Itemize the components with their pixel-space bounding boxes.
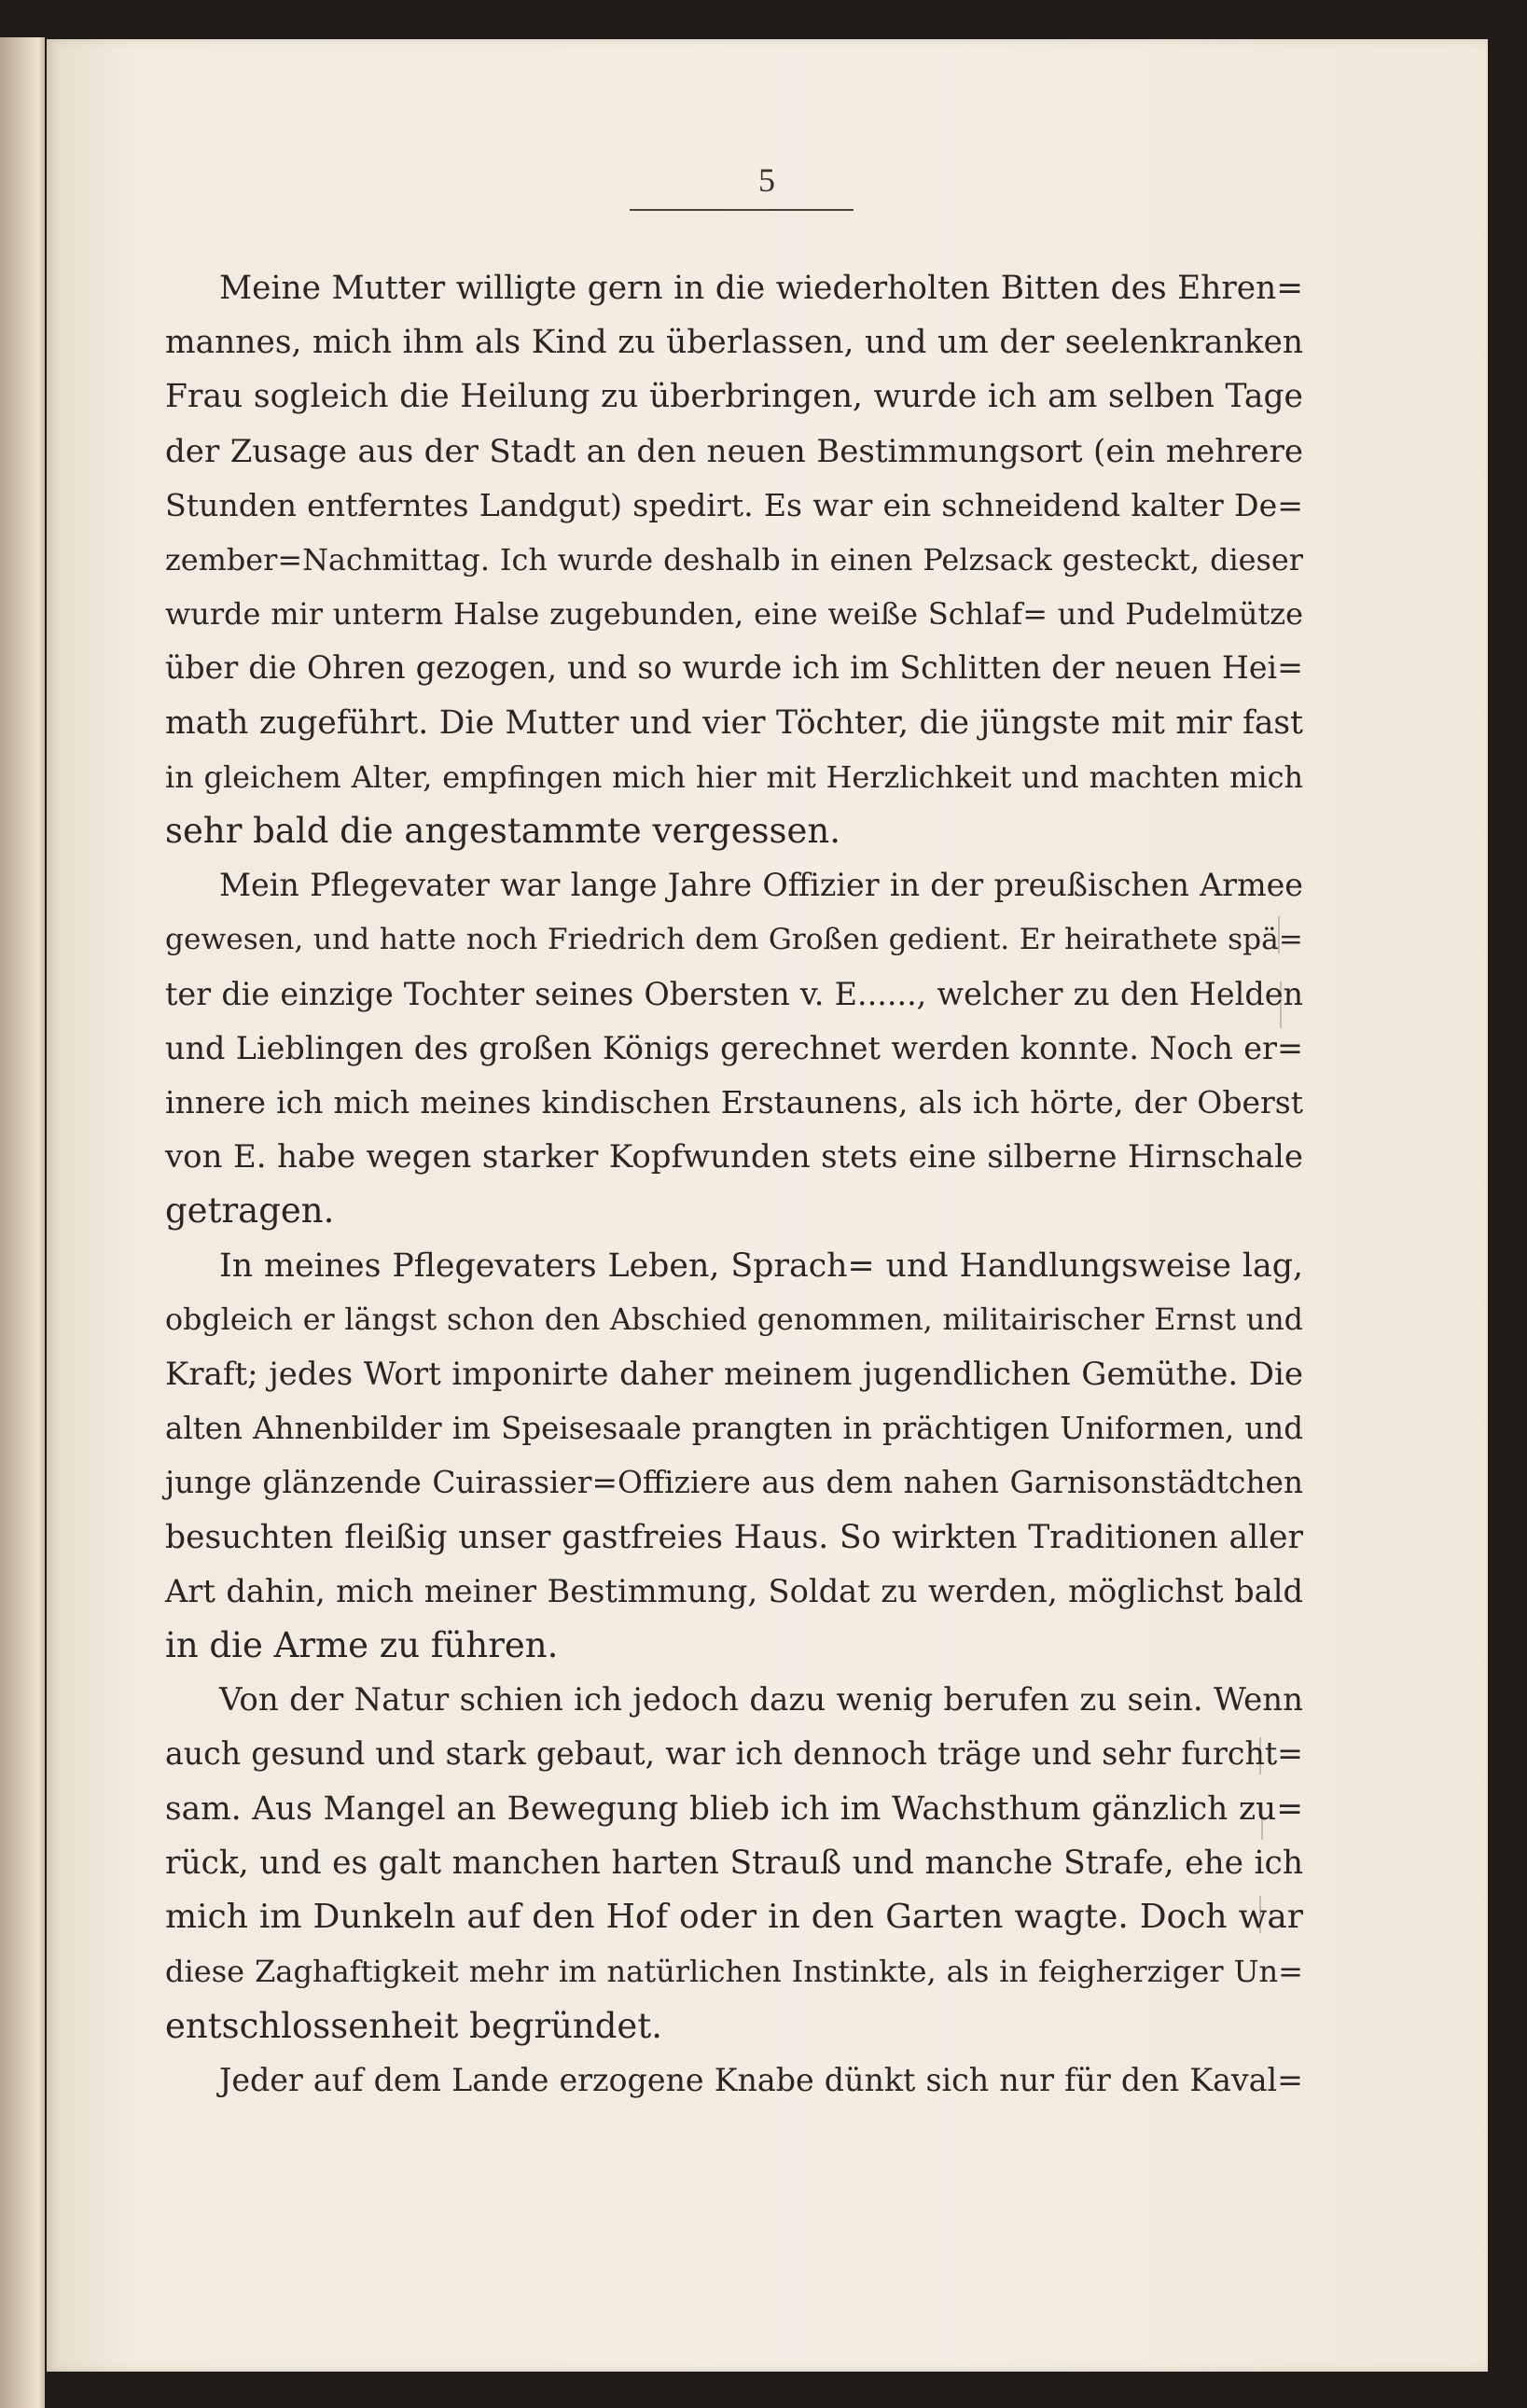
text-line: in die Arme zu führen. xyxy=(165,1625,559,1666)
text-line: gewesen, und hatte noch Friedrich dem Großen gedient. Er heirathete spä= xyxy=(165,923,1303,957)
text-line: mannes, mich ihm als Kind zu überlassen, und um der seelenkranken xyxy=(165,324,1303,362)
text-line: ter die einzige Tochter seines Obersten v. E......, welcher zu den Helden xyxy=(165,975,1303,1012)
text-line: wurde mir unterm Halse zugebunden, eine weiße Schlaf= und Pudelmütze xyxy=(165,596,1303,633)
text-line: math zugeführt. Die Mutter und vier Töchter, die jüngste mit mir fast xyxy=(165,703,1303,742)
text-line: Stunden entferntes Landgut) spedirt. Es war ein schneidend kalter De= xyxy=(165,486,1303,523)
text-line: alten Ahnenbilder im Speisesaale prangten in prächtigen Uniformen, und xyxy=(165,1411,1303,1447)
text-line: über die Ohren gezogen, und so wurde ich im Schlitten der neuen Hei= xyxy=(165,649,1303,687)
left-page-edge xyxy=(0,37,45,2408)
body-text xyxy=(165,261,1303,2108)
text-line: Frau sogleich die Heilung zu überbringen, wurde ich am selben Tage xyxy=(165,378,1303,416)
text-line: Jeder auf dem Lande erzogene Knabe dünkt sich nur für den Kaval= xyxy=(219,2061,1303,2098)
text-line: in gleichem Alter, empfingen mich hier mit Herzlichkeit und machten mich xyxy=(165,759,1303,795)
text-line: sehr bald die angestammte vergessen. xyxy=(165,811,840,852)
text-line: sam. Aus Mangel an Bewegung blieb ich im Wachsthum gänzlich zu= xyxy=(165,1789,1303,1828)
header-rule xyxy=(630,209,854,211)
text-line: mich im Dunkeln auf den Hof oder in den Garten wagte. Doch war xyxy=(165,1898,1303,1937)
text-line: getragen. xyxy=(165,1190,335,1232)
text-line: entschlossenheit begründet. xyxy=(165,2005,662,2046)
text-line: diese Zaghaftigkeit mehr im natürlichen Instinkte, als in feigherziger Un= xyxy=(165,1954,1303,1990)
paragraph xyxy=(165,1239,1303,1674)
text-line: auch gesund und stark gebaut, war ich dennoch träge und sehr furcht= xyxy=(165,1735,1303,1773)
text-line: Von der Natur schien ich jedoch dazu wenig berufen zu sein. Wenn xyxy=(219,1681,1303,1719)
text-line: junge glänzende Cuirassier=Offiziere aus dem nahen Garnisonstädtchen xyxy=(165,1465,1303,1501)
text-line: innere ich mich meines kindischen Erstaunens, als ich hörte, der Oberst xyxy=(165,1084,1303,1121)
book-page xyxy=(47,39,1488,2372)
text-line: von E. habe wegen starker Kopfwunden stets eine silberne Hirnschale xyxy=(165,1138,1303,1176)
page-number: 5 xyxy=(758,161,776,199)
text-line: Kraft; jedes Wort imponirte daher meinem jugendlichen Gemüthe. Die xyxy=(165,1356,1303,1394)
paragraph xyxy=(165,1673,1303,2053)
paragraph xyxy=(165,261,1303,858)
text-line: rück, und es galt manchen harten Strauß und manche Strafe, ehe ich xyxy=(165,1844,1303,1882)
text-line: Art dahin, mich meiner Bestimmung, Soldat zu werden, möglichst bald xyxy=(165,1572,1303,1609)
text-line: zember=Nachmittag. Ich wurde deshalb in einen Pelzsack gesteckt, dieser xyxy=(165,542,1303,578)
text-line: obgleich er längst schon den Abschied genommen, militairischer Ernst und xyxy=(165,1302,1303,1337)
text-line: der Zusage aus der Stadt an den neuen Bestimmungsort (ein mehrere xyxy=(165,432,1303,470)
text-line: Meine Mutter willigte gern in die wiederholten Bitten des Ehren= xyxy=(219,270,1303,307)
paragraph xyxy=(165,858,1303,1238)
text-line: und Lieblingen des großen Königs gerechnet werden konnte. Noch er= xyxy=(165,1029,1303,1066)
text-line: In meines Pflegevaters Leben, Sprach= und Handlungsweise lag, xyxy=(219,1246,1303,1285)
paragraph xyxy=(165,2053,1303,2108)
text-line: besuchten fleißig unser gastfreies Haus. So wirkten Traditionen aller xyxy=(165,1518,1303,1556)
text-line: Mein Pflegevater war lange Jahre Offizier in der preußischen Armee xyxy=(219,867,1303,904)
